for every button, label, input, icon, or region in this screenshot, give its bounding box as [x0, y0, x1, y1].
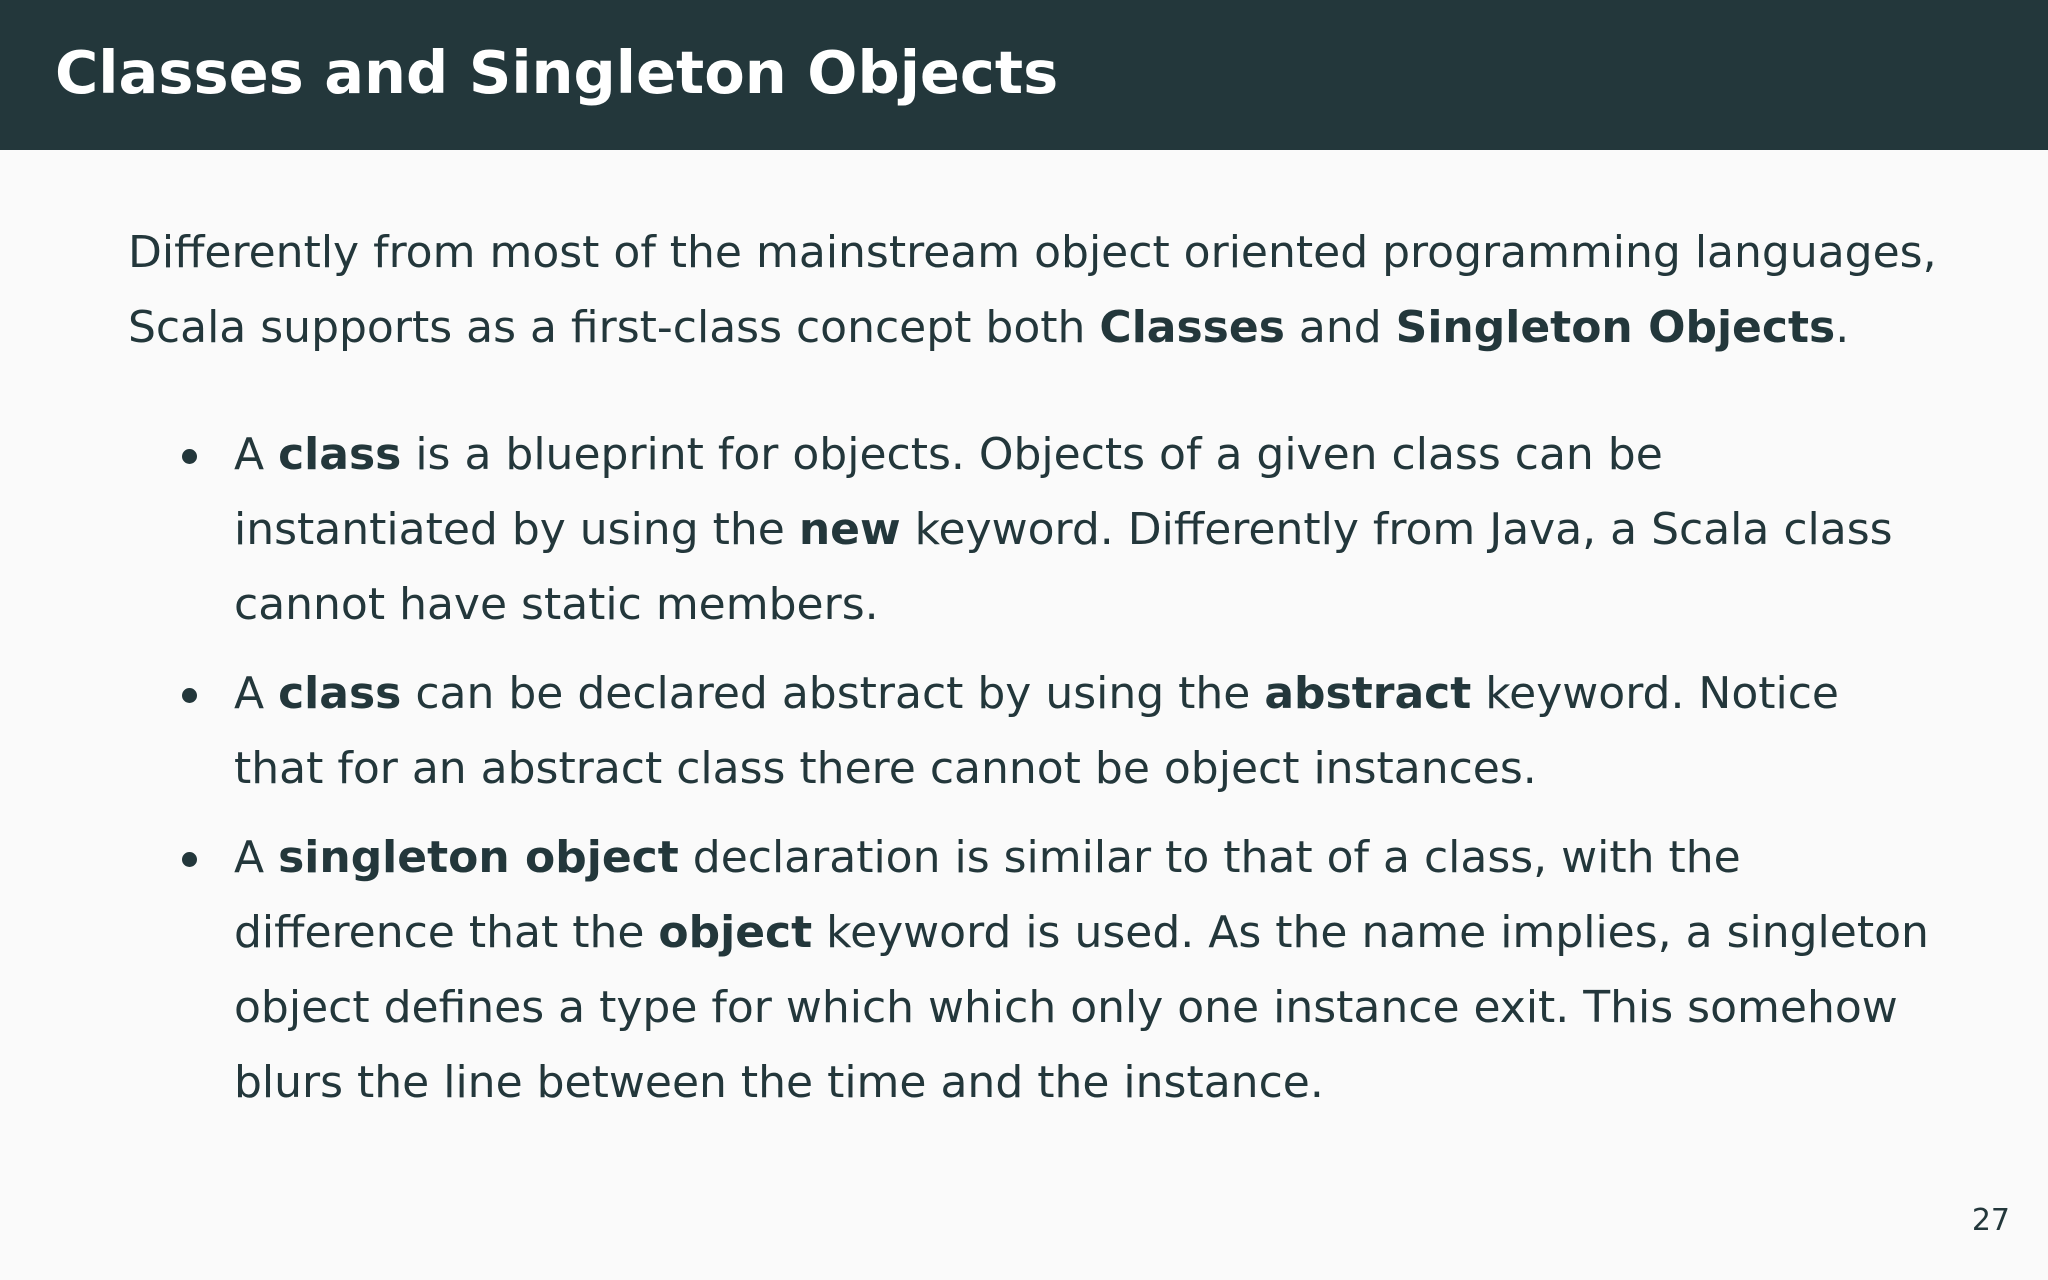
- bullet-bold-term: new: [798, 504, 901, 555]
- bullet-line: [234, 417, 1934, 492]
- bullet-item-singleton: [234, 820, 1934, 1120]
- bullet-line: [234, 656, 1934, 731]
- title-bar: [0, 0, 2048, 150]
- bullet-text: instantiated by using the: [234, 504, 799, 555]
- bullet-icon: [182, 449, 197, 464]
- intro-bold-singleton-objects: Singleton Objects: [1395, 302, 1836, 353]
- bullet-line: that for an abstract class there cannot be object instances.: [234, 743, 1537, 794]
- bullet-bold-term: class: [278, 668, 402, 719]
- bullet-bold-term: singleton object: [278, 832, 679, 883]
- bullet-text: can be declared abstract by using the: [401, 668, 1265, 719]
- slide-content: [128, 215, 1958, 365]
- bullet-icon: [182, 852, 197, 867]
- bullet-text: A: [234, 429, 279, 480]
- bullet-bold-term: class: [278, 429, 402, 480]
- bullet-text: declaration is similar to that of a class, with the: [678, 832, 1741, 883]
- bullet-icon: [182, 688, 197, 703]
- slide-title: Classes and Singleton Objects: [55, 38, 1059, 107]
- bullet-text: A: [234, 668, 279, 719]
- bullet-text: keyword is used. As the name implies, a singleton: [812, 907, 1929, 958]
- intro-paragraph: [128, 215, 1958, 365]
- bullet-item-class: [234, 417, 1934, 642]
- bullet-line: cannot have static members.: [234, 579, 879, 630]
- bullet-text: difference that the: [234, 907, 659, 958]
- bullet-line: [234, 492, 1934, 567]
- bullet-item-abstract: [234, 656, 1934, 806]
- bullet-text: keyword. Notice: [1471, 668, 1839, 719]
- page-number: 27: [1971, 1203, 2010, 1238]
- bullet-text: A: [234, 832, 279, 883]
- bullet-bold-term: object: [658, 907, 813, 958]
- intro-line-1: Differently from most of the mainstream object oriented programming languages,: [128, 227, 1937, 278]
- intro-bold-classes: Classes: [1099, 302, 1285, 353]
- bullet-line: [234, 895, 1934, 970]
- intro-text: .: [1835, 302, 1850, 353]
- bullet-text: is a blueprint for objects. Objects of a given class can be: [401, 429, 1663, 480]
- bullet-line: [234, 820, 1934, 895]
- bullet-list: [234, 417, 1934, 1134]
- bullet-line: blurs the line between the time and the instance.: [234, 1057, 1324, 1108]
- intro-line-2: [128, 290, 1958, 365]
- bullet-bold-term: abstract: [1264, 668, 1472, 719]
- bullet-line: object defines a type for which which only one instance exit. This somehow: [234, 982, 1898, 1033]
- intro-text: Scala supports as a first-class concept both: [128, 302, 1100, 353]
- intro-text: and: [1284, 302, 1396, 353]
- bullet-text: keyword. Differently from Java, a Scala class: [900, 504, 1893, 555]
